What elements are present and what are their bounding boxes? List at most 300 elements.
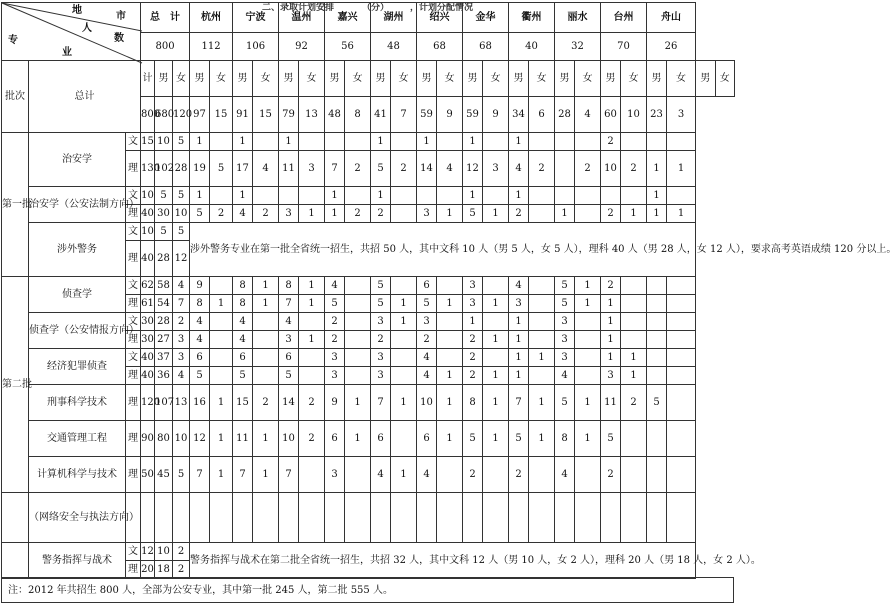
data-value: 1 xyxy=(463,313,483,331)
data-value: 4 xyxy=(279,313,299,331)
city-header: 嘉兴 xyxy=(325,3,371,33)
city-count: 70 xyxy=(601,33,647,61)
data-value: 2 xyxy=(299,421,325,457)
data-value xyxy=(667,133,696,151)
data-value xyxy=(647,313,667,331)
city-count: 48 xyxy=(371,33,417,61)
total-value: 28 xyxy=(555,97,575,133)
data-value xyxy=(575,349,601,367)
total-value: 23 xyxy=(647,97,667,133)
data-value: 130 xyxy=(141,151,155,187)
data-value: 1 xyxy=(391,385,417,421)
data-value: 5 xyxy=(647,385,667,421)
data-value: 2 xyxy=(345,205,371,223)
data-value: 6 xyxy=(417,277,437,295)
data-value: 2 xyxy=(173,313,190,331)
data-value: 10 xyxy=(279,421,299,457)
data-value: 2 xyxy=(601,205,621,223)
title-fragment: ，计划分配情况 xyxy=(410,3,474,13)
data-value: 1 xyxy=(299,277,325,295)
data-value xyxy=(529,313,555,331)
major-name: 治安学（公安法制方向） xyxy=(29,187,126,223)
data-value: 2 xyxy=(463,331,483,349)
data-value xyxy=(391,367,417,385)
data-value: 1 xyxy=(509,313,529,331)
data-value: 2 xyxy=(509,457,529,493)
data-value xyxy=(345,367,371,385)
data-value xyxy=(667,385,696,421)
data-value xyxy=(299,187,325,205)
data-value xyxy=(529,277,555,295)
data-value: 5 xyxy=(371,295,391,313)
data-value: 5 xyxy=(325,295,345,313)
track-label: 文 xyxy=(126,187,141,205)
data-value: 2 xyxy=(253,205,279,223)
data-value xyxy=(299,367,325,385)
data-value: 1 xyxy=(509,367,529,385)
data-value xyxy=(437,313,463,331)
data-value xyxy=(345,187,371,205)
gender-header: 女 xyxy=(253,61,279,97)
track-label: 文 xyxy=(126,543,141,561)
total-value: 91 xyxy=(233,97,253,133)
data-value: 2 xyxy=(173,543,190,561)
data-value xyxy=(437,133,463,151)
data-value: 1 xyxy=(621,349,647,367)
data-value: 58 xyxy=(155,277,173,295)
data-value: 1 xyxy=(233,133,253,151)
total-row-label: 总计 xyxy=(29,61,141,133)
data-value: 1 xyxy=(483,331,509,349)
data-value xyxy=(575,331,601,349)
data-value: 6 xyxy=(279,349,299,367)
data-value: 1 xyxy=(325,187,345,205)
data-value: 18 xyxy=(155,561,173,579)
data-value: 1 xyxy=(391,295,417,313)
data-value: 4 xyxy=(233,205,253,223)
data-value: 20 xyxy=(141,561,155,579)
data-value: 54 xyxy=(155,295,173,313)
data-value xyxy=(325,133,345,151)
major-name: 治安学 xyxy=(29,133,126,187)
data-value xyxy=(299,457,325,493)
data-value: 12 xyxy=(190,421,210,457)
total-value: 13 xyxy=(299,97,325,133)
data-value xyxy=(667,331,696,349)
corner-header xyxy=(2,3,141,61)
data-value xyxy=(555,187,575,205)
track-label: 理 xyxy=(126,385,141,421)
data-value xyxy=(391,349,417,367)
blank-cell xyxy=(555,493,575,543)
data-value: 4 xyxy=(509,277,529,295)
data-value xyxy=(253,187,279,205)
data-value: 5 xyxy=(233,367,253,385)
data-value: 3 xyxy=(555,349,575,367)
data-value: 11 xyxy=(233,421,253,457)
data-value: 1 xyxy=(371,187,391,205)
city-count: 26 xyxy=(647,33,696,61)
footer-note: 注：2012 年共招生 800 人，全部为公安专业，其中第一批 245 人，第二批 555 人。 xyxy=(1,577,734,603)
data-value: 28 xyxy=(173,151,190,187)
data-value: 2 xyxy=(391,151,417,187)
data-value xyxy=(210,313,233,331)
data-value xyxy=(345,295,371,313)
data-value: 10 xyxy=(173,421,190,457)
data-value: 2 xyxy=(299,385,325,421)
city-header: 金华 xyxy=(463,3,509,33)
table-row xyxy=(2,133,735,151)
data-value: 5 xyxy=(173,223,190,241)
gender-header: 女 xyxy=(299,61,325,97)
city-count: 40 xyxy=(509,33,555,61)
track-label: 文 xyxy=(126,277,141,295)
total-value: 34 xyxy=(509,97,529,133)
data-value: 1 xyxy=(601,313,621,331)
data-value: 3 xyxy=(325,349,345,367)
data-value: 2 xyxy=(371,331,391,349)
data-value: 4 xyxy=(417,349,437,367)
data-value xyxy=(391,331,417,349)
data-value: 1 xyxy=(509,331,529,349)
table-row xyxy=(2,349,735,367)
data-value: 1 xyxy=(371,133,391,151)
admission-plan-table xyxy=(1,2,896,579)
data-value xyxy=(647,457,667,493)
total-value: 48 xyxy=(325,97,345,133)
table-row xyxy=(2,61,735,97)
data-value xyxy=(621,313,647,331)
data-value: 1 xyxy=(299,295,325,313)
data-value xyxy=(483,187,509,205)
data-value: 1 xyxy=(253,421,279,457)
data-value: 3 xyxy=(299,151,325,187)
data-value: 2 xyxy=(463,367,483,385)
data-value: 5 xyxy=(555,277,575,295)
major-name: 涉外警务 xyxy=(29,223,126,277)
data-value: 4 xyxy=(509,151,529,187)
data-value: 2 xyxy=(173,561,190,579)
data-value xyxy=(391,277,417,295)
data-value xyxy=(667,313,696,331)
data-value: 2 xyxy=(621,385,647,421)
data-value xyxy=(647,277,667,295)
data-value: 28 xyxy=(155,241,173,277)
data-value xyxy=(210,367,233,385)
data-value xyxy=(529,331,555,349)
data-value: 1 xyxy=(575,295,601,313)
data-value: 4 xyxy=(371,457,391,493)
data-value: 27 xyxy=(155,331,173,349)
data-value: 5 xyxy=(463,421,483,457)
table-row xyxy=(2,421,735,457)
data-value: 1 xyxy=(601,331,621,349)
data-value xyxy=(483,457,509,493)
data-value: 2 xyxy=(621,151,647,187)
table-row xyxy=(2,223,735,241)
data-value: 8 xyxy=(463,385,483,421)
track-label: 理 xyxy=(126,561,141,579)
data-value: 1 xyxy=(325,205,345,223)
blank-cell xyxy=(437,493,463,543)
city-count: 56 xyxy=(325,33,371,61)
data-value: 1 xyxy=(210,457,233,493)
track-label: 理 xyxy=(126,457,141,493)
data-value: 7 xyxy=(325,151,345,187)
track-label: 理 xyxy=(126,331,141,349)
data-value xyxy=(437,277,463,295)
data-value: 3 xyxy=(483,151,509,187)
table-row xyxy=(2,3,735,33)
data-value: 1 xyxy=(210,385,233,421)
city-count: 68 xyxy=(463,33,509,61)
gender-header: 男 xyxy=(647,61,667,97)
data-value xyxy=(299,133,325,151)
track-label: 理 xyxy=(126,367,141,385)
data-value: 2 xyxy=(463,457,483,493)
major-name: 警务指挥与战术 xyxy=(29,543,126,579)
data-value: 2 xyxy=(210,205,233,223)
data-value: 3 xyxy=(417,205,437,223)
data-value: 16 xyxy=(190,385,210,421)
gender-header: 女 xyxy=(529,61,555,97)
table-row xyxy=(2,187,735,205)
track-label: 理 xyxy=(126,205,141,223)
blank-cell xyxy=(463,493,483,543)
data-value: 2 xyxy=(371,205,391,223)
city-header: 台州 xyxy=(601,3,647,33)
data-value: 45 xyxy=(155,457,173,493)
data-value xyxy=(647,367,667,385)
data-value: 10 xyxy=(141,223,155,241)
total-value: 79 xyxy=(279,97,299,133)
blank-cell xyxy=(621,493,647,543)
data-value: 10 xyxy=(155,543,173,561)
major-name: （网络安全与执法方向） xyxy=(29,493,126,543)
blank-cell xyxy=(667,493,696,543)
data-value xyxy=(529,187,555,205)
data-value xyxy=(391,205,417,223)
data-value: 1 xyxy=(253,277,279,295)
data-value: 1 xyxy=(667,205,696,223)
city-header: 丽水 xyxy=(555,3,601,33)
gender-header: 女 xyxy=(715,61,734,97)
blank-cell xyxy=(325,493,345,543)
total-value: 15 xyxy=(210,97,233,133)
data-value: 1 xyxy=(210,295,233,313)
data-value: 1 xyxy=(483,205,509,223)
gender-header: 女 xyxy=(575,61,601,97)
gender-header: 女 xyxy=(345,61,371,97)
gender-header: 男 xyxy=(555,61,575,97)
data-value: 40 xyxy=(141,367,155,385)
data-value: 10 xyxy=(417,385,437,421)
data-value: 3 xyxy=(173,331,190,349)
data-value: 12 xyxy=(173,241,190,277)
data-value: 1 xyxy=(647,187,667,205)
gender-header: 男 xyxy=(463,61,483,97)
track-label: 文 xyxy=(126,349,141,367)
gender-header: 男 xyxy=(371,61,391,97)
data-value: 3 xyxy=(371,349,391,367)
data-value: 2 xyxy=(601,457,621,493)
data-value: 15 xyxy=(233,385,253,421)
gender-header: 男 xyxy=(325,61,345,97)
data-value: 10 xyxy=(601,151,621,187)
data-value: 6 xyxy=(233,349,253,367)
data-value: 10 xyxy=(141,187,155,205)
data-value: 5 xyxy=(463,205,483,223)
data-value: 1 xyxy=(437,421,463,457)
gender-header: 男 xyxy=(509,61,529,97)
major-name: 侦查学（公安情报方向） xyxy=(29,313,126,349)
data-value: 1 xyxy=(529,421,555,457)
major-name: 刑事科学技术 xyxy=(29,385,126,421)
data-value: 9 xyxy=(190,277,210,295)
data-value: 30 xyxy=(155,205,173,223)
data-value xyxy=(279,187,299,205)
table-row xyxy=(2,385,735,421)
data-value: 3 xyxy=(279,205,299,223)
data-value: 5 xyxy=(173,457,190,493)
blank-cell xyxy=(647,493,667,543)
blank-cell xyxy=(190,493,210,543)
data-value: 3 xyxy=(463,295,483,313)
title-fragment: （分） xyxy=(362,3,390,13)
corner-label: 人 xyxy=(82,23,92,34)
data-value: 7 xyxy=(509,385,529,421)
data-value: 3 xyxy=(509,295,529,313)
data-value: 1 xyxy=(529,385,555,421)
data-value xyxy=(601,187,621,205)
corner-label: 地 xyxy=(72,5,82,16)
data-value: 5 xyxy=(173,133,190,151)
data-value: 5 xyxy=(155,223,173,241)
data-value xyxy=(345,277,371,295)
data-value: 1 xyxy=(621,205,647,223)
data-value: 10 xyxy=(155,133,173,151)
corner-label: 业 xyxy=(62,47,72,58)
blank-cell xyxy=(299,493,325,543)
title-fragment: 二、录取计划安排 xyxy=(262,3,335,13)
blank-cell xyxy=(601,493,621,543)
data-value: 1 xyxy=(253,457,279,493)
data-value: 3 xyxy=(325,367,345,385)
data-value: 1 xyxy=(575,421,601,457)
data-value: 8 xyxy=(233,295,253,313)
data-value xyxy=(299,313,325,331)
data-value xyxy=(529,367,555,385)
blank-cell xyxy=(417,493,437,543)
batch-label: 批次 xyxy=(2,61,29,133)
data-value xyxy=(621,331,647,349)
data-value: 11 xyxy=(279,151,299,187)
data-value: 3 xyxy=(601,367,621,385)
blank-cell xyxy=(155,493,173,543)
data-value: 3 xyxy=(417,313,437,331)
data-value xyxy=(483,133,509,151)
data-value: 1 xyxy=(391,457,417,493)
data-value: 7 xyxy=(233,457,253,493)
data-value: 4 xyxy=(253,151,279,187)
data-value xyxy=(345,133,371,151)
data-value: 6 xyxy=(325,421,345,457)
data-value xyxy=(253,349,279,367)
data-value: 6 xyxy=(417,421,437,457)
city-header: 宁波 xyxy=(233,3,279,33)
data-value xyxy=(621,457,647,493)
track-label: 理 xyxy=(126,241,141,277)
data-value: 1 xyxy=(483,367,509,385)
data-value: 50 xyxy=(141,457,155,493)
data-value: 2 xyxy=(325,331,345,349)
city-header: 衢州 xyxy=(509,3,555,33)
blank-cell xyxy=(345,493,371,543)
track-label: 文 xyxy=(126,133,141,151)
data-value xyxy=(345,349,371,367)
data-value xyxy=(437,457,463,493)
data-value: 4 xyxy=(190,331,210,349)
total-value: 3 xyxy=(667,97,696,133)
total-value: 800 xyxy=(141,97,155,133)
data-value xyxy=(575,367,601,385)
data-value: 4 xyxy=(555,367,575,385)
blank-cell xyxy=(233,493,253,543)
data-value: 3 xyxy=(555,331,575,349)
data-value: 7 xyxy=(190,457,210,493)
data-value: 3 xyxy=(463,277,483,295)
data-value: 4 xyxy=(173,367,190,385)
data-value: 1 xyxy=(509,133,529,151)
data-value xyxy=(667,187,696,205)
data-value xyxy=(575,187,601,205)
data-value: 1 xyxy=(253,295,279,313)
data-value: 120 xyxy=(141,385,155,421)
blank-cell xyxy=(529,493,555,543)
total-value: 120 xyxy=(173,97,190,133)
data-value: 80 xyxy=(155,421,173,457)
corner-label: 市 xyxy=(116,11,126,22)
data-value xyxy=(667,367,696,385)
data-value xyxy=(575,313,601,331)
blank-cell xyxy=(279,493,299,543)
track-label: 理 xyxy=(126,421,141,457)
data-value xyxy=(647,349,667,367)
city-header: 舟山 xyxy=(647,3,696,33)
data-value: 8 xyxy=(233,277,253,295)
blank-cell xyxy=(2,543,29,579)
data-value: 3 xyxy=(555,313,575,331)
data-value: 7 xyxy=(279,295,299,313)
data-value xyxy=(345,331,371,349)
city-header: 杭州 xyxy=(190,3,233,33)
city-count: 92 xyxy=(279,33,325,61)
data-value: 14 xyxy=(279,385,299,421)
data-value: 5 xyxy=(155,187,173,205)
data-value xyxy=(555,151,575,187)
gender-header: 女 xyxy=(483,61,509,97)
data-value: 4 xyxy=(233,331,253,349)
data-value: 1 xyxy=(555,205,575,223)
data-value: 2 xyxy=(529,151,555,187)
corner-label: 专 xyxy=(8,35,18,46)
data-value xyxy=(417,187,437,205)
data-value: 2 xyxy=(463,349,483,367)
city-header: 绍兴 xyxy=(417,3,463,33)
data-value: 4 xyxy=(233,313,253,331)
data-value: 4 xyxy=(325,277,345,295)
data-value xyxy=(621,295,647,313)
